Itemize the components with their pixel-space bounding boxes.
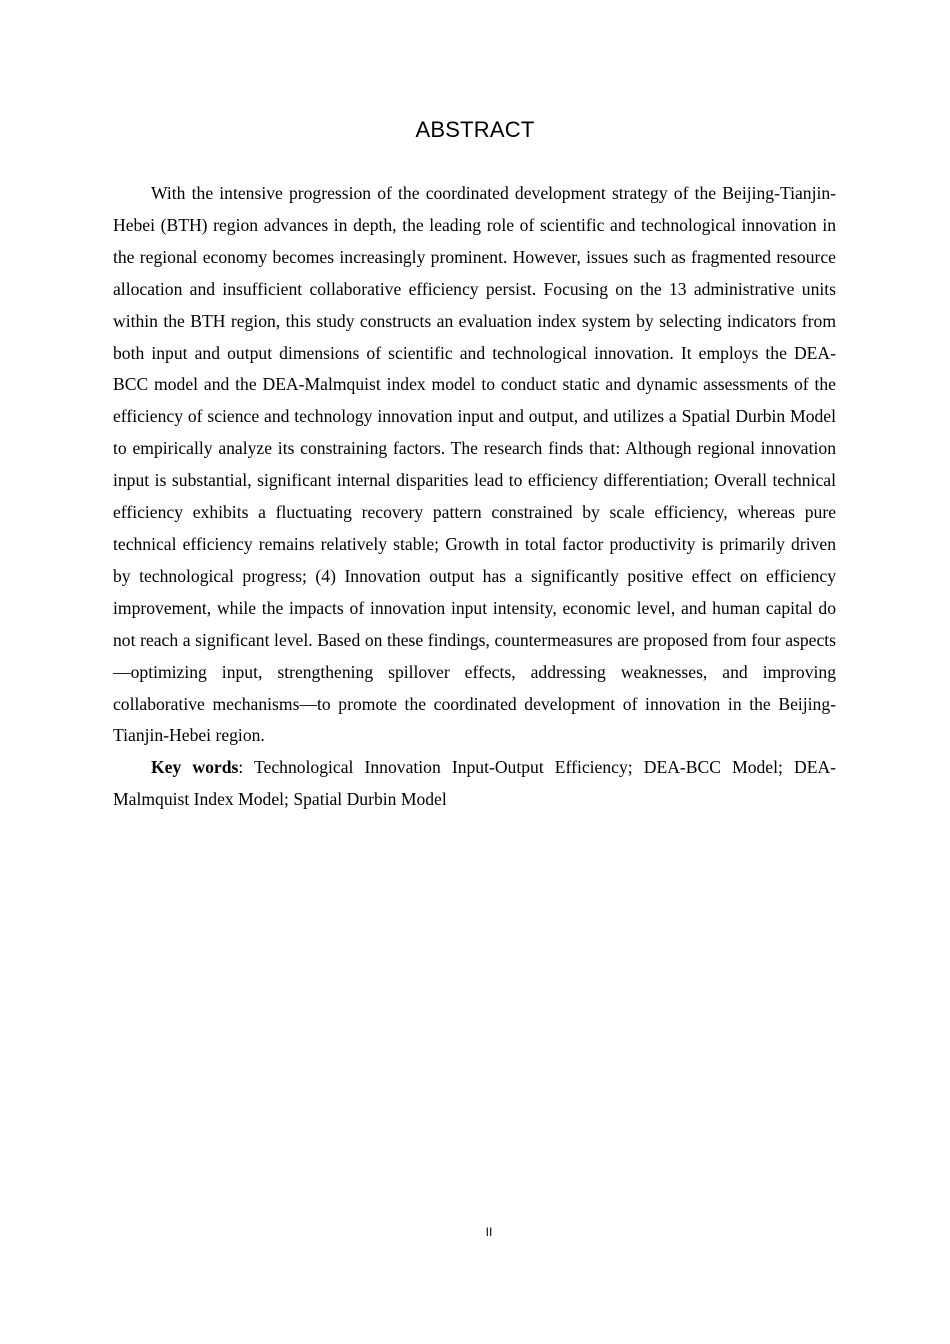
abstract-paragraph: With the intensive progression of the coordinated development strategy of the Beijing-Tianjin-Hebei (BTH) region advances in depth, the leading role of scientific and technological innovation in the regional economy becomes increasingly prominent. However, issues such as fragmented resource allocation and insufficient collaborative efficiency persist. Focusing on the 13 administrative units within the BTH region, this study constructs an evaluation index system by selecting indicators from both input and output dimensions of scientific and technological innovation. It employs the DEA-BCC model and the DEA-Malmquist index model to conduct static and dynamic assessments of the efficiency of science and technology innovation input and output, and utilizes a Spatial Durbin Model to empirically analyze its constraining factors. The research finds that: Although regional innovation input is substantial, significant internal disparities lead to efficiency differentiation; Overall technical efficiency exhibits a fluctuating recovery pattern constrained by scale efficiency, whereas pure technical efficiency remains relatively stable; Growth in total factor productivity is primarily driven by technological progress; (4) Innovation output has a significantly positive effect on efficiency improvement, while the impacts of innovation input intensity, economic level, and human capital do not reach a significant level. Based on these findings, countermeasures are proposed from four aspects—optimizing input, strengthening spillover effects, addressing weaknesses, and improving collaborative mechanisms—to promote the coordinated development of innovation in the Beijing-Tianjin-Hebei region. <box>113 183 836 746</box>
keywords-separator: : <box>238 757 255 778</box>
page-number: II <box>485 1225 493 1239</box>
keywords-label: Key words <box>151 757 239 778</box>
abstract-body <box>113 178 836 816</box>
abstract-heading: ABSTRACT <box>415 117 535 142</box>
keywords-list: Technological Innovation Input-Output Efficiency; DEA-BCC Model; DEA-Malmquist Index Model; Spatial Durbin Model <box>113 757 837 810</box>
keywords-paragraph <box>113 752 836 816</box>
